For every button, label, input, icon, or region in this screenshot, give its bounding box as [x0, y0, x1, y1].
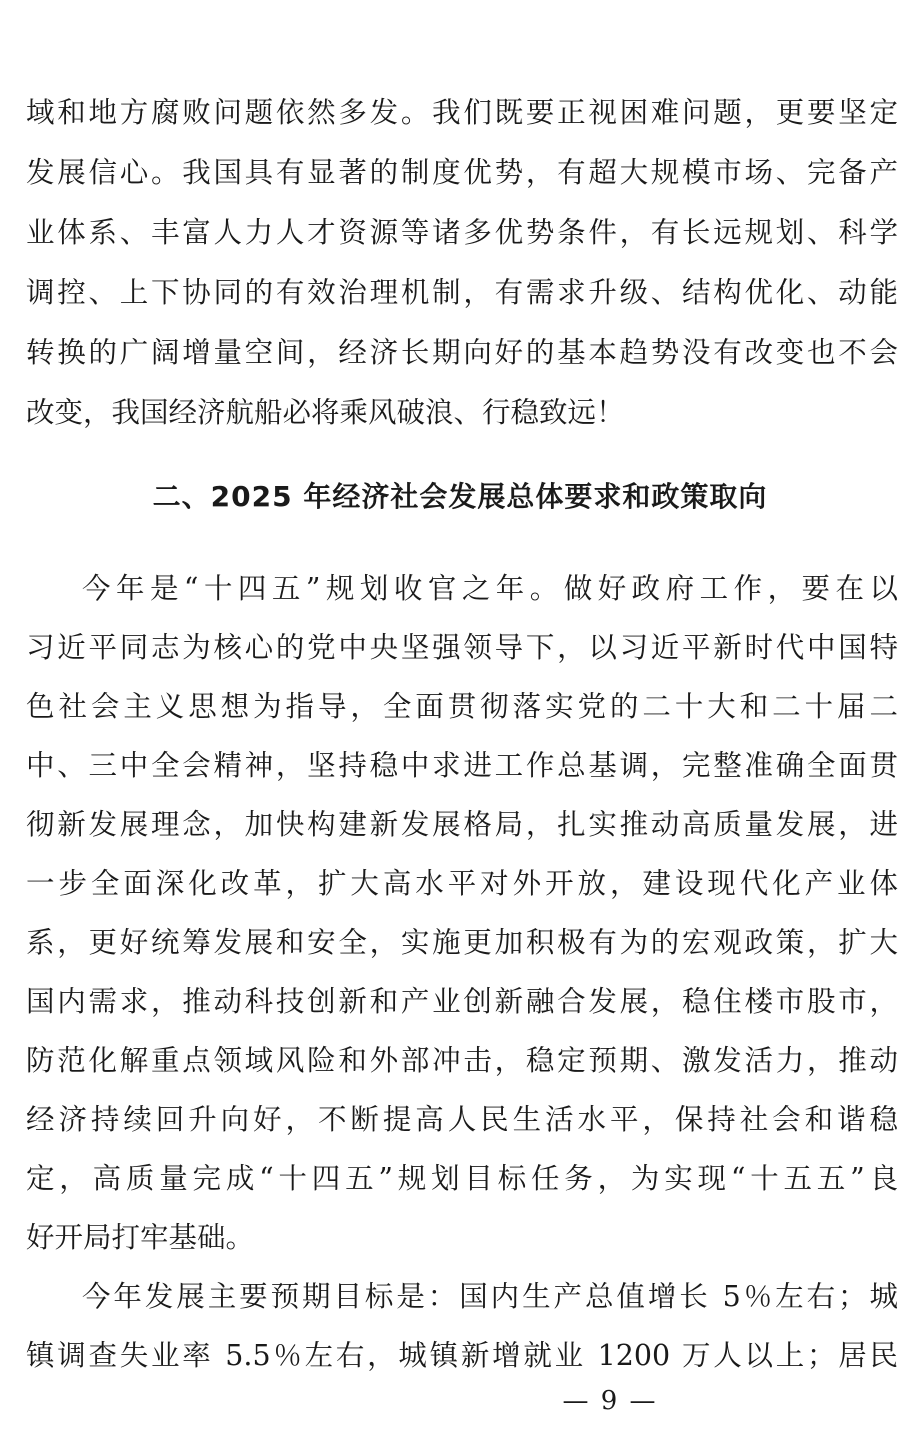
page-number: — 9 —: [562, 1386, 658, 1416]
paragraph-line: 经济持续回升向好，不断提高人民生活水平，保持社会和谐稳: [26, 1103, 898, 1136]
paragraph-line: 中、三中全会精神，坚持稳中求进工作总基调，完整准确全面贯: [26, 749, 898, 782]
paragraph-line: 域和地方腐败问题依然多发。我们既要正视困难问题，更要坚定: [26, 96, 898, 129]
paragraph-line: 彻新发展理念，加快构建新发展格局，扎实推动高质量发展，进: [26, 808, 898, 841]
paragraph-line: 定，高质量完成“十四五”规划目标任务，为实现“十五五”良: [26, 1162, 898, 1195]
paragraph-line: 发展信心。我国具有显著的制度优势，有超大规模市场、完备产: [26, 156, 898, 189]
paragraph-line: 系，更好统筹发展和安全，实施更加积极有为的宏观政策，扩大: [26, 926, 898, 959]
paragraph-first-line: 今年发展主要预期目标是：国内生产总值增长 5％左右；城: [82, 1280, 898, 1313]
paragraph-line: 调控、上下协同的有效治理机制，有需求升级、结构优化、动能: [26, 276, 898, 309]
paragraph-line: 好开局打牢基础。: [26, 1221, 255, 1254]
paragraph-line: 习近平同志为核心的党中央坚强领导下，以习近平新时代中国特: [26, 631, 898, 664]
paragraph-line: 防范化解重点领域风险和外部冲击，稳定预期、激发活力，推动: [26, 1044, 898, 1077]
paragraph-line: 改变，我国经济航船必将乘风破浪、行稳致远！: [26, 396, 625, 429]
paragraph-line: 色社会主义思想为指导，全面贯彻落实党的二十大和二十届二: [26, 690, 898, 723]
paragraph-line: 国内需求，推动科技创新和产业创新融合发展，稳住楼市股市，: [26, 985, 898, 1018]
paragraph-line: 业体系、丰富人力人才资源等诸多优势条件，有长远规划、科学: [26, 216, 898, 249]
paragraph-first-line: 今年是“十四五”规划收官之年。做好政府工作，要在以: [82, 572, 898, 605]
section-heading: 二、2025 年经济社会发展总体要求和政策取向: [152, 480, 768, 513]
paragraph-line: 一步全面深化改革，扩大高水平对外开放，建设现代化产业体: [26, 867, 898, 900]
paragraph-line: 镇调查失业率 5.5％左右，城镇新增就业 1200 万人以上；居民: [26, 1339, 898, 1372]
paragraph-line: 转换的广阔增量空间，经济长期向好的基本趋势没有改变也不会: [26, 336, 898, 369]
